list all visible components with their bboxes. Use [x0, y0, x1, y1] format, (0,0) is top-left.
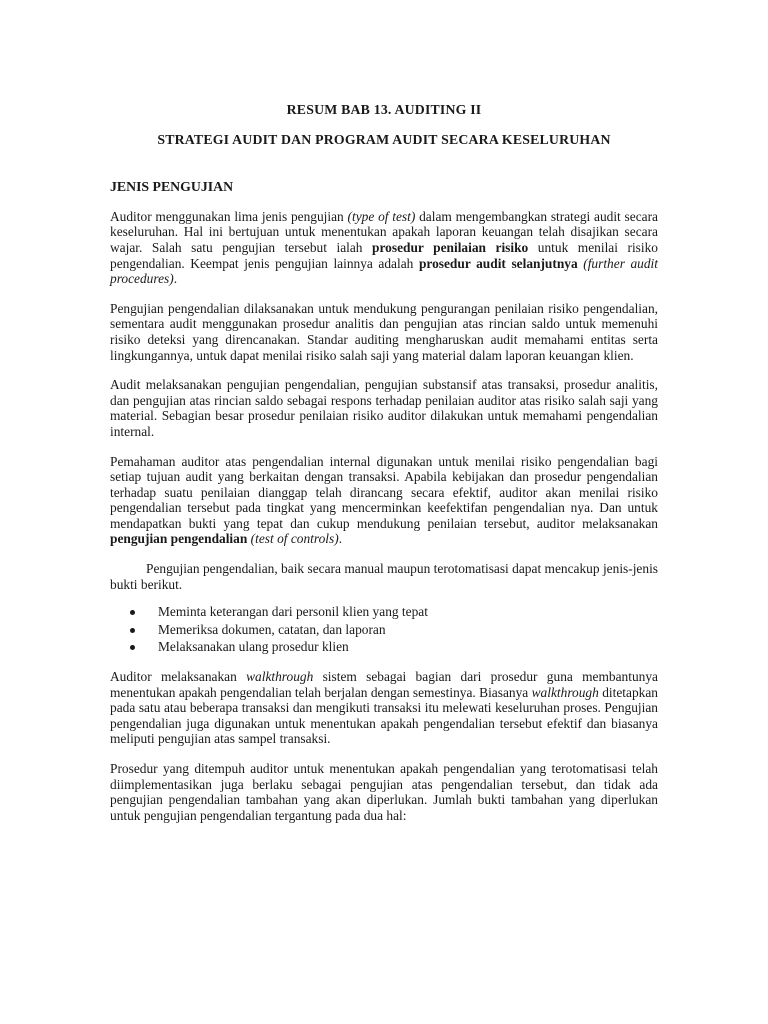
bold-term: prosedur audit selanjutnya	[418, 255, 578, 271]
paragraph-text: Auditor melaksanakan	[110, 669, 247, 685]
italic-term: walkthrough	[246, 669, 314, 685]
bullet-icon	[130, 610, 135, 615]
paragraph-text: sistem sebagai bagian dari prosedur guna membantunya menentukan apakah pengendalian telah berjalan dengan semestinya. Biasanya	[110, 669, 658, 700]
list-item	[110, 639, 658, 655]
bullet-icon	[130, 645, 135, 650]
bold-term: prosedur penilaian risiko	[372, 239, 529, 255]
paragraph-text: .	[338, 531, 343, 547]
document-subtitle: STRATEGI AUDIT DAN PROGRAM AUDIT SECARA KESELURUHAN	[157, 131, 611, 147]
paragraph-text: .	[173, 271, 178, 287]
list-item-text: Memeriksa dokumen, catatan, dan laporan	[158, 621, 386, 637]
italic-term: walkthrough	[531, 684, 599, 700]
paragraph-4	[110, 454, 658, 548]
section-heading: JENIS PENGUJIAN	[110, 179, 234, 195]
paragraph-6	[110, 669, 658, 747]
list-item-text: Meminta keterangan dari personil klien yang tepat	[158, 604, 428, 620]
paragraph-text: ditetapkan pada satu atau beberapa transaksi dan mengikuti transaksi itu melewati keseluruhan proses. Pengujian pengendalian juga digunakan untuk menentukan apakah pengendalian tersebut efektif dan biasanya meliputi pengujian atas sampel transaksi.	[110, 684, 658, 747]
paragraph-2: Pengujian pengendalian dilaksanakan untuk mendukung pengurangan penilaian risiko pengendalian, sementara audit menggunakan prosedur analitis dan pengujian atas rincian saldo untuk memenuhi risiko deteksi yang direncanakan. Standar auditing mengharuskan audit memahami entitas serta lingkungannya, untuk dapat menilai risiko salah saji yang material dalam laporan keuangan klien.	[110, 300, 658, 363]
paragraph-text: Pemahaman auditor atas pengendalian internal digunakan untuk menilai risiko pengendalian bagi setiap tujuan audit yang berkaitan dengan transaksi. Apabila kebijakan dan prosedur pengendalian terhadap suatu penilaian dianggap telah dirancang secara efektif, auditor akan menilai risiko pengendalian tersebut pada tingkat yang mencerminkan keefektifan pengendalian nya. Dan untuk mendapatkan bukti yang tepat dan cukup mendukung penilaian tersebut, auditor melaksanakan	[110, 453, 658, 531]
paragraph-7: Prosedur yang ditempuh auditor untuk menentukan apakah pengendalian yang terotomatisasi telah diimplementasikan juga berlaku sebagai pengujian atas pengendalian tersebut, dan tidak ada pengujian pengendalian tambahan yang akan diperlukan. Jumlah bukti tambahan yang diperlukan untuk pengujian pengendalian tergantung pada dua hal:	[110, 761, 658, 823]
bold-term: pengujian pengendalian	[110, 531, 248, 547]
list-item	[110, 604, 658, 620]
paragraph-text: Auditor menggunakan lima jenis pengujian	[110, 208, 348, 224]
document-body	[110, 102, 658, 837]
list-item	[110, 622, 658, 638]
italic-term: (further audit procedures)	[110, 255, 659, 287]
italic-term: (test of controls)	[250, 531, 339, 547]
document-title: RESUM BAB 13. AUDITING II	[286, 102, 482, 117]
bullet-icon	[130, 628, 135, 633]
evidence-list	[110, 604, 658, 655]
list-item-text: Melaksanakan ulang prosedur klien	[158, 639, 349, 655]
italic-term: (type of test)	[347, 208, 416, 224]
paragraph-1	[110, 209, 658, 287]
paragraph-text: untuk menilai risiko pengendalian. Keempat jenis pengujian lainnya adalah	[110, 239, 658, 271]
paragraph-text: dalam mengembangkan strategi audit secara keseluruhan. Hal ini bertujuan untuk menentukan apakah laporan keuangan telah disajikan secara wajar. Salah satu pengujian tersebut ialah	[110, 208, 658, 255]
paragraph-5: Pengujian pengendalian, baik secara manual maupun terotomatisasi dapat mencakup jenis-jenis bukti berikut.	[110, 561, 658, 592]
paragraph-3: Audit melaksanakan pengujian pengendalian, pengujian substansif atas transaksi, prosedur analitis, dan pengujian atas rincian saldo sebagai respons terhadap penilaian auditor atas risiko salah saji yang material. Sebagian besar prosedur penilaian risiko auditor dilakukan untuk memahami pengendalian internal.	[110, 377, 658, 439]
